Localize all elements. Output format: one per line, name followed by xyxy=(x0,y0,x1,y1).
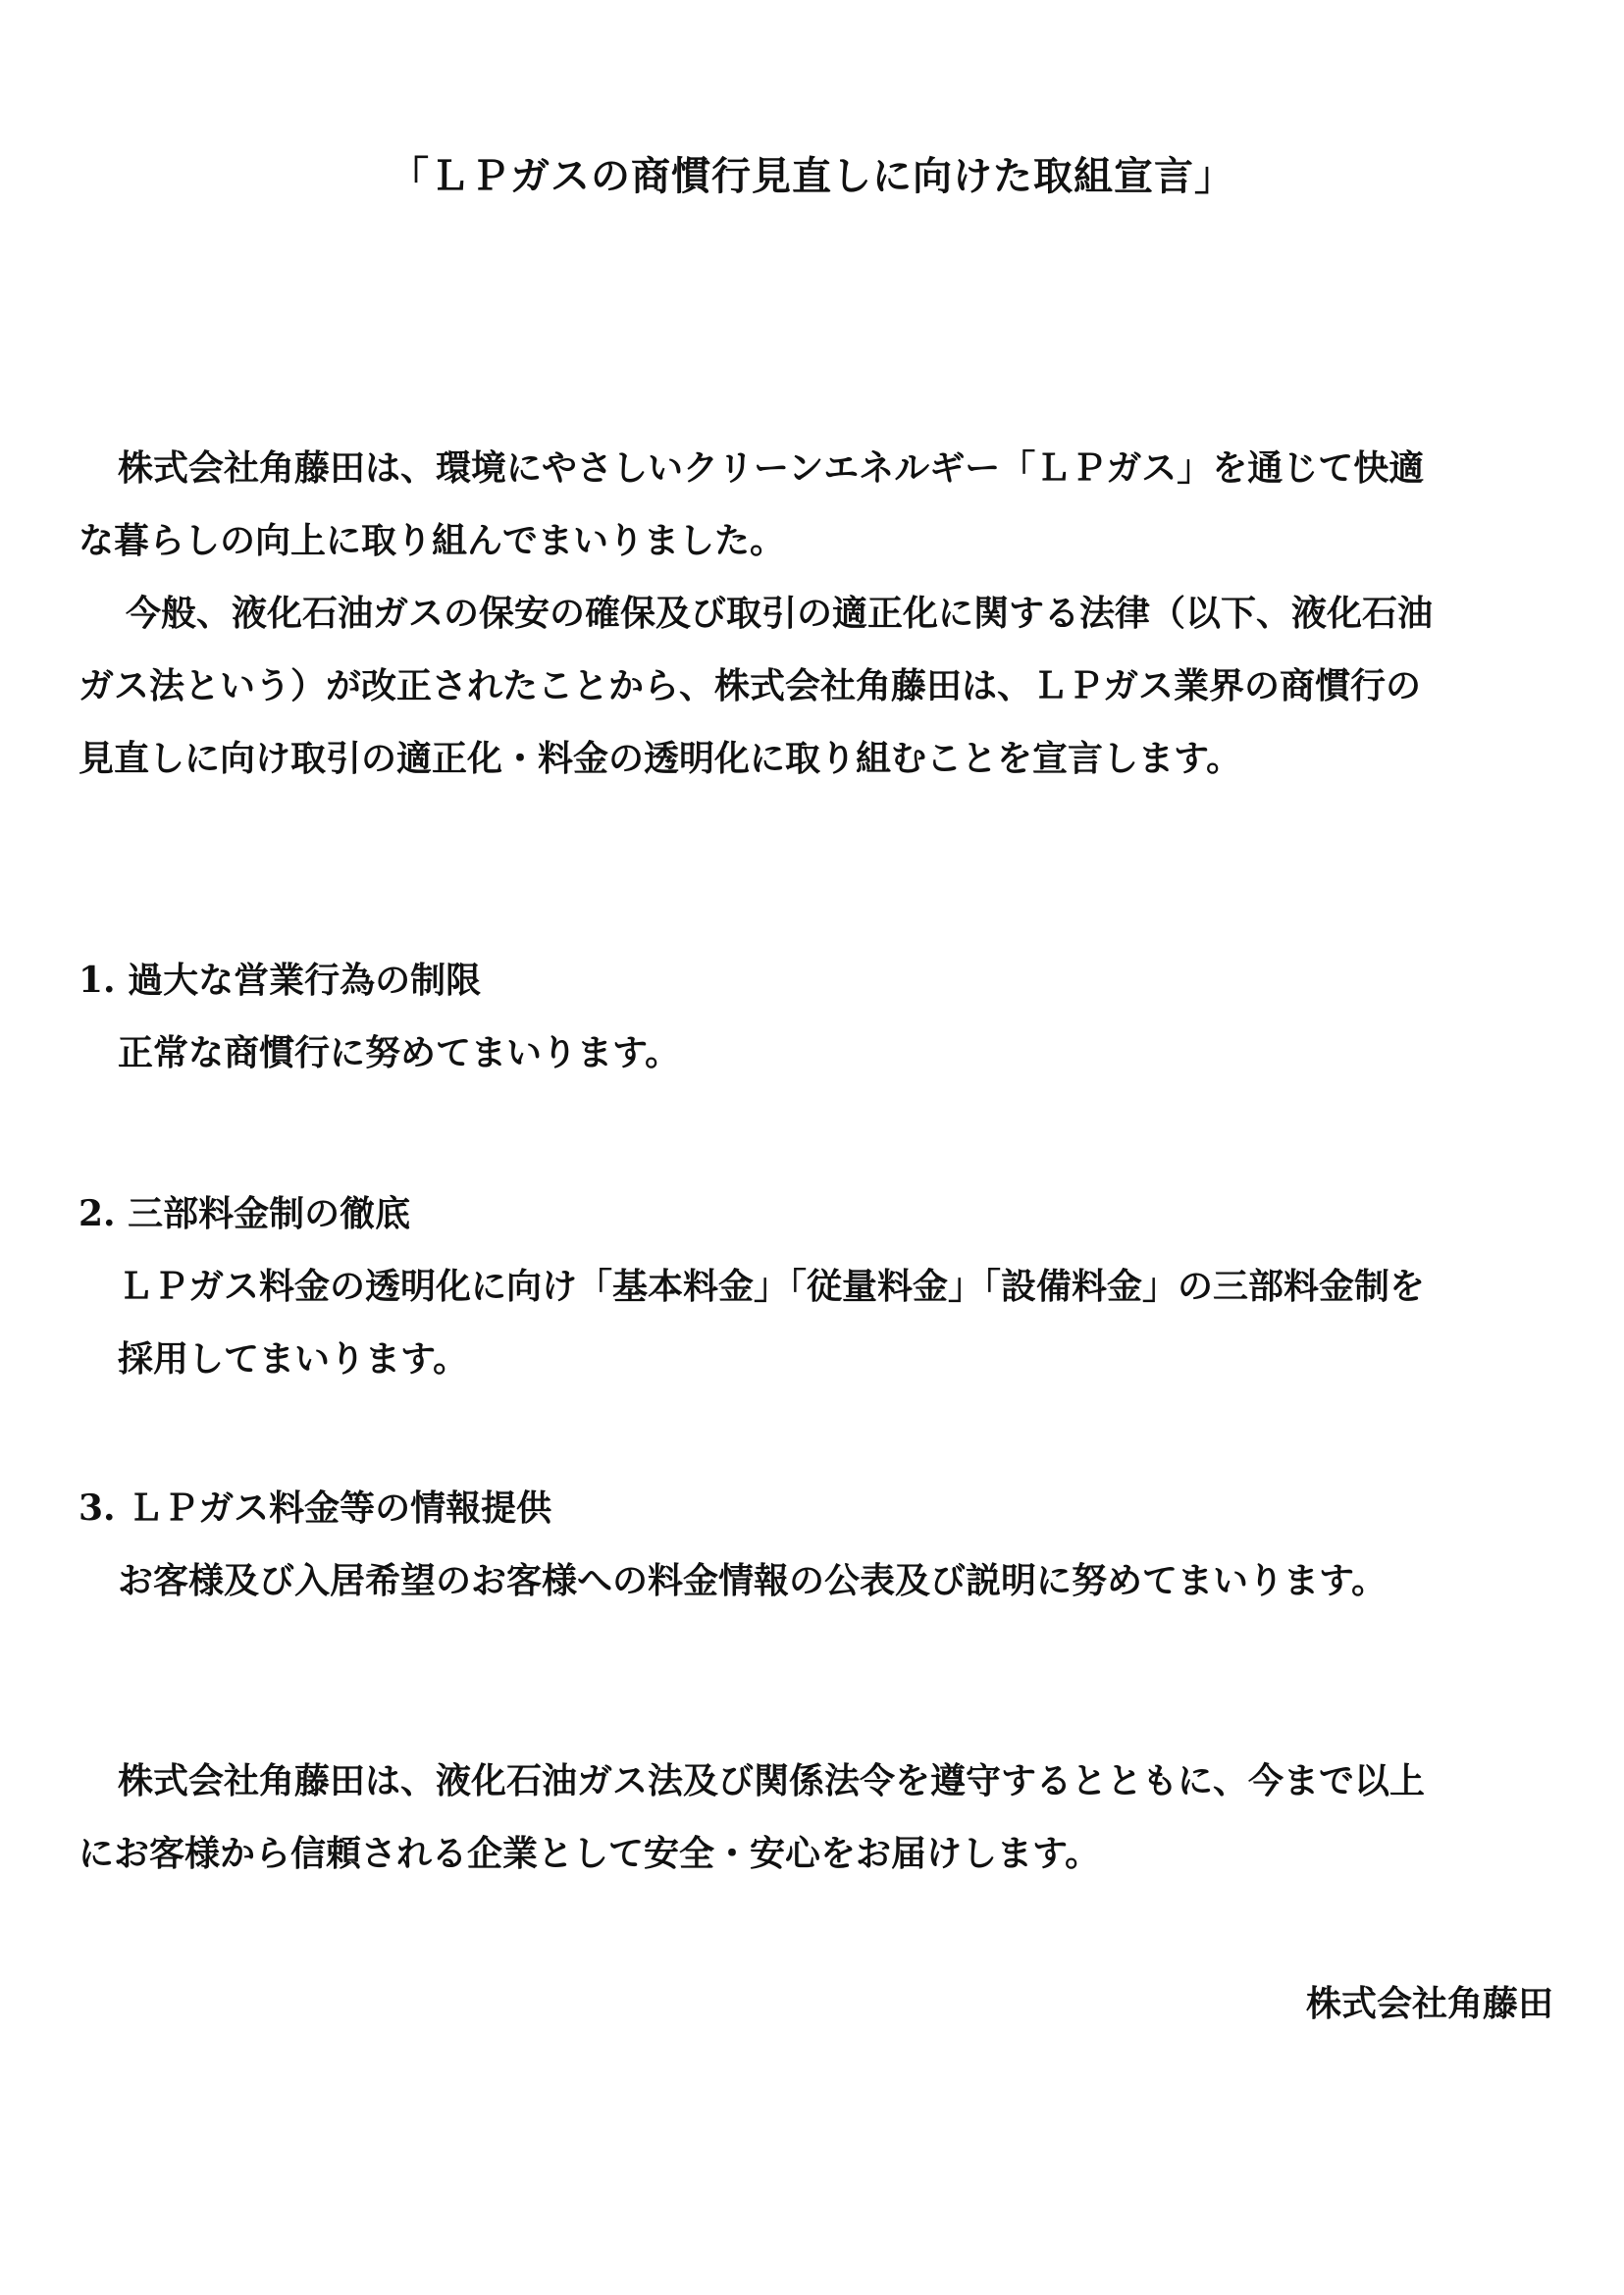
closing-line-2: にお客様から信頼される企業として安全・安心をお届けします。 xyxy=(79,1833,1101,1874)
declaration-item-2 xyxy=(79,1177,1550,1395)
company-signature: 株式会社角藤田 xyxy=(1305,1983,1553,2024)
closing-line-1: 株式会社角藤田は、液化石油ガス法及び関係法令を遵守するとともに、今まで以上 xyxy=(118,1760,1426,1801)
document-title: 「ＬＰガスの商慣行見直しに向けた取組宣言」 xyxy=(390,153,1234,199)
intro-section xyxy=(79,432,1550,795)
intro-paragraph-2-line-2: ガス法という）が改正されたことから、株式会社角藤田は、ＬＰガス業界の商慣行の xyxy=(79,665,1422,706)
item-3-body-line-1: お客様及び入居希望のお客様への料金情報の公表及び説明に努めてまいります。 xyxy=(118,1560,1388,1601)
intro-paragraph-1-line-1: 株式会社角藤田は、環境にやさしいクリーンエネルギー「ＬＰガス」を通じて快適 xyxy=(118,447,1425,489)
closing-section xyxy=(79,1745,1550,1890)
item-1-body-line-1: 正常な商慣行に努めてまいります。 xyxy=(118,1032,681,1073)
intro-paragraph-1-line-2: な暮らしの向上に取り組んでまいりました。 xyxy=(79,520,786,561)
intro-paragraph-2-line-3: 見直しに向け取引の適正化・料金の透明化に取り組むことを宣言します。 xyxy=(79,738,1242,779)
item-2-body-line-1: ＬＰガス料金の透明化に向け「基本料金」「従量料金」「設備料金」の三部料金制を xyxy=(118,1266,1426,1307)
item-3-heading: 3. ＬＰガス料金等の情報提供 xyxy=(79,1487,552,1529)
intro-paragraph-2-line-1: 今般、液化石油ガスの保安の確保及び取引の適正化に関する法律（以下、液化石油 xyxy=(126,593,1434,634)
item-2-body-line-2: 採用してまいります。 xyxy=(118,1338,469,1380)
item-1-heading: 1. 過大な営業行為の制限 xyxy=(79,960,482,1001)
declaration-item-1 xyxy=(79,944,1550,1089)
item-2-heading: 2. 三部料金制の徹底 xyxy=(79,1193,411,1234)
declaration-item-3 xyxy=(79,1472,1550,1617)
